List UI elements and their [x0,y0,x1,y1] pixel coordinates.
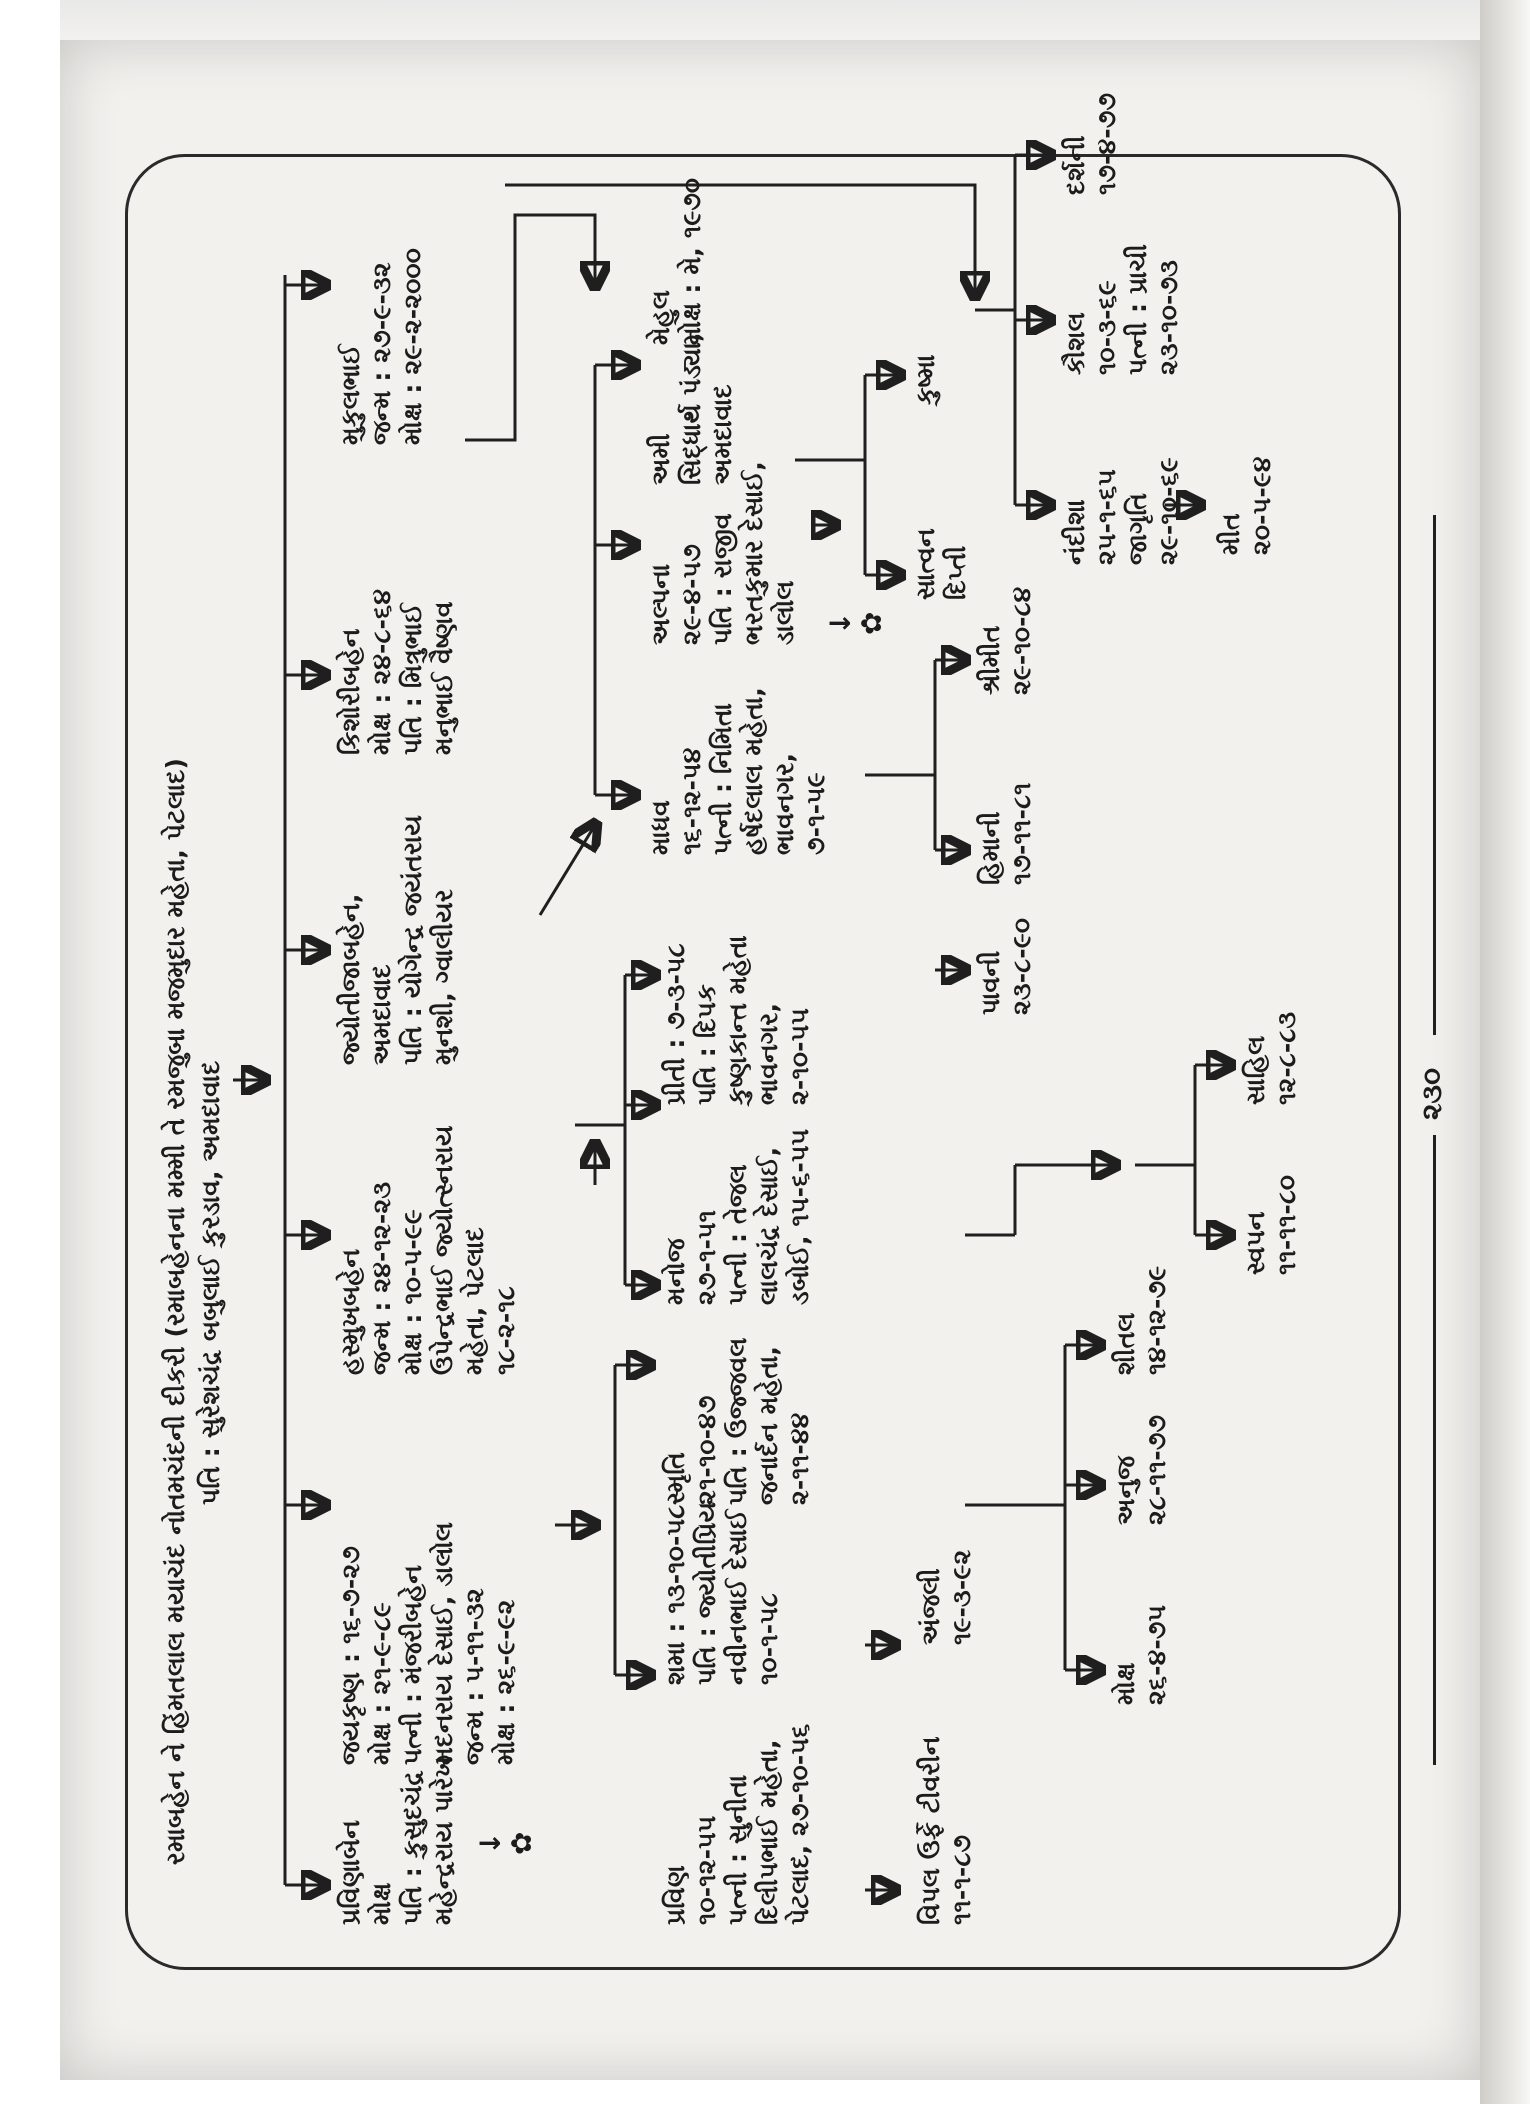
page-number: ૨૩૦ [1415,1068,1448,1120]
child-jaykrishna: જયકૃષ્ણ : ૧૬-૭-૨૭ મોક્ષ : ૨૧-૯-૮૯ પત્ની : મંજરીબહેન મદનરાય દેસાઈ, ડાલોલ જન્મ : ૫-૧૧-૩૨ મોક્ષ : ૨૬-૯-૯૨ [336,1521,520,1765]
grandchild-madhav: માધવ ૧૬-૧૨-૫૪ પત્ની : નિમિતા હર્ષદલાલ મહેતા, ભાવનગર, ૭-૧-૫૯ [646,687,830,855]
grandchild-ami: અમી સિદ્ધાર્થ પંડ્યા, અમદાવાદ [646,332,737,485]
page-number-rule-right [1433,515,1436,1035]
child-jyoti: જ્યોતીજાબહેન, અમદાવાદ પતિ : યોગેન્દ્ર જયંતરાય મુનશી, ગ્વાલીયર [336,814,458,1065]
flower-icon: ↓ ✿ [824,611,888,635]
ggchild-kaushal: કૌશલ ૧૦-૩-૬૯ પત્ની : પ્રાચી ૨૩-૧૦-૭૩ [1061,244,1183,375]
child-kishori: કિશોરીબહેન મોક્ષ : ૨૪-૮-૬૪ પતિ : મિત્રુભાઈ મનુભાઈ વૈષ્ણવ [336,588,458,755]
family-tree-page [35,65,1505,2065]
header-spouse: પતિ : સુરેશચંદ્ર બબુલાઈ કુરડાવ, અમદાવાદ [196,1060,225,1505]
grandchild-preeti: પ્રીતી : ૭-૩-૫૮ પતિ : દિપક કુષ્ણકાન્ત મહેતા ભાવનગર, ૨-૧૦-૫૫ [661,935,814,1105]
ggchild-krushma: કુષ્મા [911,354,940,405]
ggchild-pavani: પાવની ૨૩-૮-૯૦ [976,917,1036,1015]
ggchild-sahil: સાહિલ ૧૨-૮-૮૩ [1241,1011,1301,1105]
ggchild-moksh: મોક્ષ ૨૬-૪-૭૫ [1111,1604,1171,1705]
page-number-rule-left [1433,1135,1436,1765]
ggchild-shrimit: શ્રીમીત ૨૯-૧૦-૮૪ [976,586,1036,695]
flower-icon: ↓ ✿ [474,1831,538,1855]
ggchild-anuj: અનુજ ૨૮-૧૧-૭૭ [1111,1414,1171,1525]
page-top-shade [60,0,1480,40]
ggchild-swapan: સ્વપન ૧૧-૧૧-૮૦ [1241,1174,1301,1275]
grandchild-smruti: સ્મૃતિ ૨૧-૧૦-૪૭ પતિ : ઉજ્જવલ જનાર્દન મહેતા, ૨-૧૧-૪૪ [661,1337,814,1505]
grandchild-vipul: વિપલ ઉર્ફે ટીવરીન ૧૧-૧-૮૭ [916,1736,976,1925]
header-title: રમાબહેન ને હિંમતલાલ મયાચંદ નોતમચંદની દીકરી (રમાબહેનના મમ્મી તે રમજુબા મજમુદાર મહેતા, પેટલાદ) [161,757,190,1865]
ggchild-satvan: સાત્વન દિપ્તી [911,528,971,600]
grandchild-mehul: મેહુલ મોક્ષ : મે, ૧૯૭૦ [646,177,706,345]
child-pravinaben: પ્રવિણાબેન મોક્ષ પતિ : કુસુદચંદ્ર મહેન્દ્રરાય પારેખ [336,1756,458,1925]
grandchild-anjali: અંજલી ૧૯-૩-૯૨ [916,1549,976,1645]
ggchild-meet: મીત ૨૦-૫-૯૪ [1216,456,1276,555]
grandchild-manoj: મનોજ ૨૭-૧-૫૧ પત્ની : તેજલ લાલચંદ્ર દેસાઈ, ડબોઈ, ૧૫-૬-૫૫ [661,1128,814,1305]
ggchild-himani: હિમાની ૧૭-૧૧-૮૧ [976,782,1036,885]
child-mukul: મુકુલભાઈ જન્મ : ૨૭-૯-૩૨ મોક્ષ : ૨૯-૨-૨૦૦૦ [336,248,427,445]
child-hasmukh: હસ્મુખબહેન જન્મ : ૨૪-૧૨-૨૩ મોક્ષ : ૧૦-૫-૯૯ ઉપેન્દ્રભાઈ જ્યોત્સ્નરાય મહેતા, પેટલાદ ૧૮-૨-૧૮ [336,1125,520,1375]
ggchild-nandisha: નંદીશા ૨૫-૧-૬૫ જાગૃતિ ૨૯-૧૦-૬૯ [1061,457,1183,565]
ggchild-shital: શીતલ ૧૪-૧૨-૭૯ [1111,1265,1171,1375]
grandchild-shama: શમા : ૧૩-૧૦-૫૮ પતિ : જ્યોતીપ્રિય નવીનભાઈ દેસાઈ ૧૦-૧-૫૮ [661,1501,783,1685]
grandchild-pravin: પ્રવિણ ૧૦-૧૨-૫૫ પત્ની : સુનીતા દિલીપભાઈ મહેતા, પેટલાદ, ૨૭-૧૦-૫૬ [661,1723,814,1925]
grandchild-alpana: અલ્પના ૨૯-૪-૫૭ પતિ : રાજીવ ભરતકુમાર દેસાઈ, ડાલોલ [646,461,799,645]
ggchild-darshani: દર્શની ૧૭-૪-૭૭ [1061,92,1121,195]
